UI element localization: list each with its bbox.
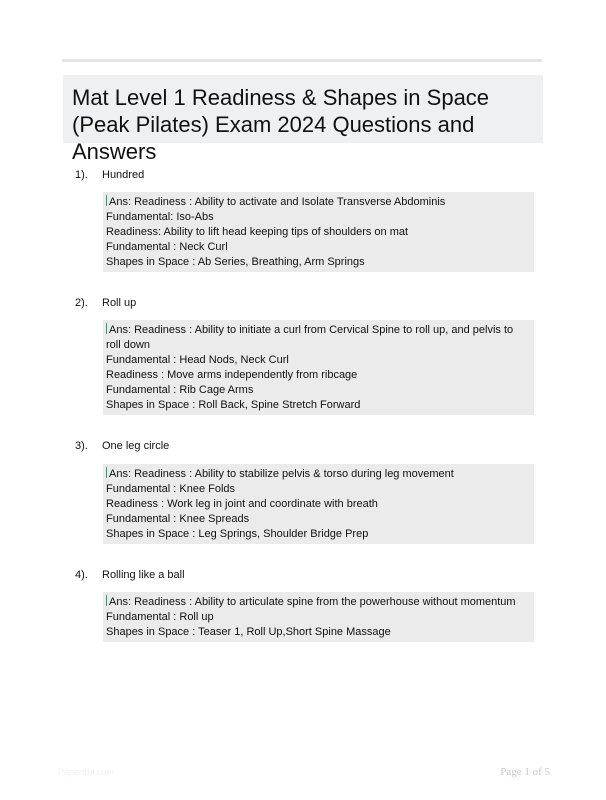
answer-line: Readiness : Work leg in joint and coordinate with breath (106, 498, 378, 510)
question-number: 2). (75, 297, 88, 309)
answer-line: Ans: Readiness : Ability to activate and Isolate Transverse Abdominis (106, 195, 528, 210)
answer-line: Shapes in Space : Roll Back, Spine Stretch Forward (106, 399, 361, 411)
answer-line: Fundamental : Head Nods, Neck Curl (106, 354, 289, 366)
question-text: Hundred (102, 169, 145, 181)
document-title: Mat Level 1 Readiness & Shapes in Space (Peak Pilates) Exam 2024 Questions and Answers (72, 85, 490, 164)
question-number: 1). (75, 169, 88, 181)
footer-watermark: Papertrbi.com (58, 767, 115, 777)
answer-line: Fundamental : Knee Folds (106, 483, 236, 495)
answer-line: Shapes in Space : Teaser 1, Roll Up,Short Spine Massage (106, 626, 391, 638)
answer-block (103, 592, 534, 642)
answer-line: Readiness : Move arms independently from ribcage (106, 369, 358, 381)
top-divider (62, 59, 542, 62)
answer-line: Fundamental : Neck Curl (106, 241, 228, 253)
answer-block (103, 464, 534, 544)
answer-line: Fundamental : Knee Spreads (106, 513, 250, 525)
answer-line: Fundamental: Iso-Abs (106, 211, 214, 223)
question-text: Rolling like a ball (102, 569, 185, 581)
answer-line: Shapes in Space : Ab Series, Breathing, Arm Springs (106, 256, 365, 268)
title-banner (63, 75, 543, 164)
answer-line: Ans: Readiness : Ability to initiate a curl from Cervical Spine to roll up, and pelvis to roll down (106, 323, 528, 353)
answer-block (103, 192, 534, 272)
question-number: 4). (75, 569, 88, 581)
question-number: 3). (75, 440, 88, 452)
answer-block (103, 320, 534, 415)
answer-line: Shapes in Space : Leg Springs, Shoulder Bridge Prep (106, 528, 369, 540)
question-text: One leg circle (102, 440, 170, 452)
page-number: Page 1 of 5 (500, 766, 550, 778)
answer-line: Readiness: Ability to lift head keeping tips of shoulders on mat (106, 226, 409, 238)
answer-line: Ans: Readiness : Ability to articulate spine from the powerhouse without momentum (106, 595, 528, 610)
answer-line: Ans: Readiness : Ability to stabilize pelvis & torso during leg movement (106, 467, 528, 482)
answer-line: Fundamental : Roll up (106, 611, 214, 623)
answer-line: Fundamental : Rib Cage Arms (106, 384, 254, 396)
question-text: Roll up (102, 297, 137, 309)
